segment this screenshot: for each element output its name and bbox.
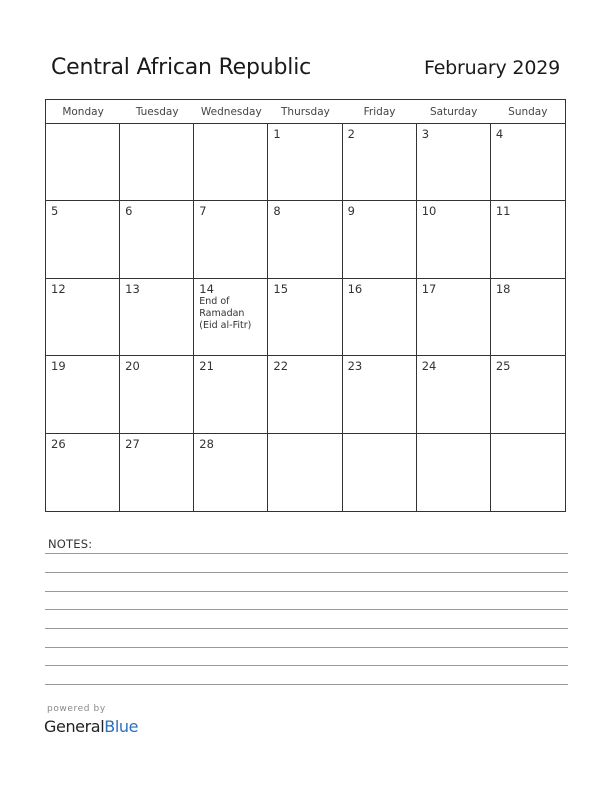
day-number: 21 bbox=[199, 359, 214, 374]
day-cell bbox=[120, 201, 194, 278]
day-cell bbox=[46, 124, 120, 201]
holiday-event: End of Ramadan (Eid al-Fitr) bbox=[199, 296, 252, 332]
day-number: 24 bbox=[421, 359, 437, 374]
day-number: 2 bbox=[347, 127, 355, 141]
day-number: 4 bbox=[495, 127, 504, 141]
calendar-country-title: Central African Republic bbox=[51, 55, 312, 80]
day-cell bbox=[120, 434, 194, 511]
day-number: 27 bbox=[125, 436, 140, 451]
day-number: 3 bbox=[421, 127, 430, 141]
day-cell bbox=[343, 201, 417, 278]
generalblue-logo[interactable] bbox=[44, 717, 138, 736]
day-cell bbox=[268, 201, 342, 278]
day-cell bbox=[343, 124, 417, 201]
day-number: 20 bbox=[125, 359, 140, 374]
day-number: 8 bbox=[273, 204, 281, 219]
day-cell bbox=[417, 279, 491, 356]
weekday-header-row bbox=[46, 100, 565, 124]
day-cell bbox=[46, 201, 120, 278]
day-number: 9 bbox=[347, 204, 355, 219]
day-cell bbox=[417, 201, 491, 278]
days-grid bbox=[46, 124, 565, 511]
day-cell bbox=[120, 279, 194, 356]
day-cell bbox=[343, 279, 417, 356]
note-line bbox=[45, 628, 568, 629]
day-number: 19 bbox=[51, 359, 66, 374]
day-cell bbox=[268, 434, 342, 511]
day-cell bbox=[46, 434, 120, 511]
day-cell bbox=[491, 434, 565, 511]
note-line bbox=[45, 572, 568, 573]
day-cell bbox=[491, 124, 565, 201]
day-number: 25 bbox=[495, 359, 511, 374]
day-cell bbox=[491, 356, 565, 433]
day-cell bbox=[194, 124, 268, 201]
weekday-saturday: Saturday bbox=[430, 105, 478, 118]
note-line bbox=[45, 665, 568, 666]
brand-general-text: General bbox=[44, 717, 105, 736]
calendar-month-title: February 2029 bbox=[424, 57, 560, 79]
day-cell bbox=[491, 201, 565, 278]
day-cell bbox=[194, 201, 268, 278]
day-number: 10 bbox=[421, 204, 437, 219]
day-number: 16 bbox=[347, 281, 363, 296]
day-number: 14 bbox=[199, 281, 214, 296]
day-number: 12 bbox=[51, 281, 66, 296]
note-line bbox=[45, 684, 568, 685]
day-cell bbox=[194, 434, 268, 511]
day-cell bbox=[343, 434, 417, 511]
day-number: 23 bbox=[347, 359, 363, 374]
note-line bbox=[45, 591, 568, 592]
day-cell bbox=[194, 356, 268, 433]
day-cell bbox=[46, 356, 120, 433]
day-number: 7 bbox=[199, 204, 207, 219]
day-cell bbox=[120, 124, 194, 201]
day-number: 15 bbox=[273, 281, 289, 296]
note-line bbox=[45, 553, 568, 554]
day-cell bbox=[268, 124, 342, 201]
day-number: 26 bbox=[51, 436, 66, 451]
note-line bbox=[45, 647, 568, 648]
day-number: 11 bbox=[495, 204, 511, 219]
powered-by-text: powered by bbox=[47, 704, 106, 714]
weekday-tuesday: Tuesday bbox=[135, 105, 179, 118]
day-number: 28 bbox=[199, 436, 214, 451]
day-number: 5 bbox=[51, 204, 59, 219]
day-number: 17 bbox=[421, 281, 437, 296]
day-cell bbox=[343, 356, 417, 433]
day-cell bbox=[417, 434, 491, 511]
day-number: 18 bbox=[495, 281, 511, 296]
note-line bbox=[45, 609, 568, 610]
day-cell bbox=[417, 356, 491, 433]
day-cell bbox=[46, 279, 120, 356]
day-number: 6 bbox=[125, 204, 133, 219]
day-cell bbox=[268, 279, 342, 356]
day-cell bbox=[194, 279, 268, 356]
brand-blue-text: Blue bbox=[104, 717, 139, 736]
day-number: 22 bbox=[273, 359, 289, 374]
day-cell bbox=[120, 356, 194, 433]
day-number: 1 bbox=[273, 127, 281, 141]
notes-label: NOTES: bbox=[48, 537, 93, 551]
weekday-wednesday: Wednesday bbox=[200, 105, 262, 118]
calendar-grid bbox=[45, 99, 566, 512]
weekday-sunday: Sunday bbox=[508, 105, 548, 118]
day-cell bbox=[417, 124, 491, 201]
weekday-friday: Friday bbox=[363, 105, 396, 118]
day-cell bbox=[268, 356, 342, 433]
day-cell bbox=[491, 279, 565, 356]
weekday-thursday: Thursday bbox=[281, 105, 330, 118]
weekday-monday: Monday bbox=[62, 105, 104, 118]
day-number: 13 bbox=[125, 281, 140, 296]
